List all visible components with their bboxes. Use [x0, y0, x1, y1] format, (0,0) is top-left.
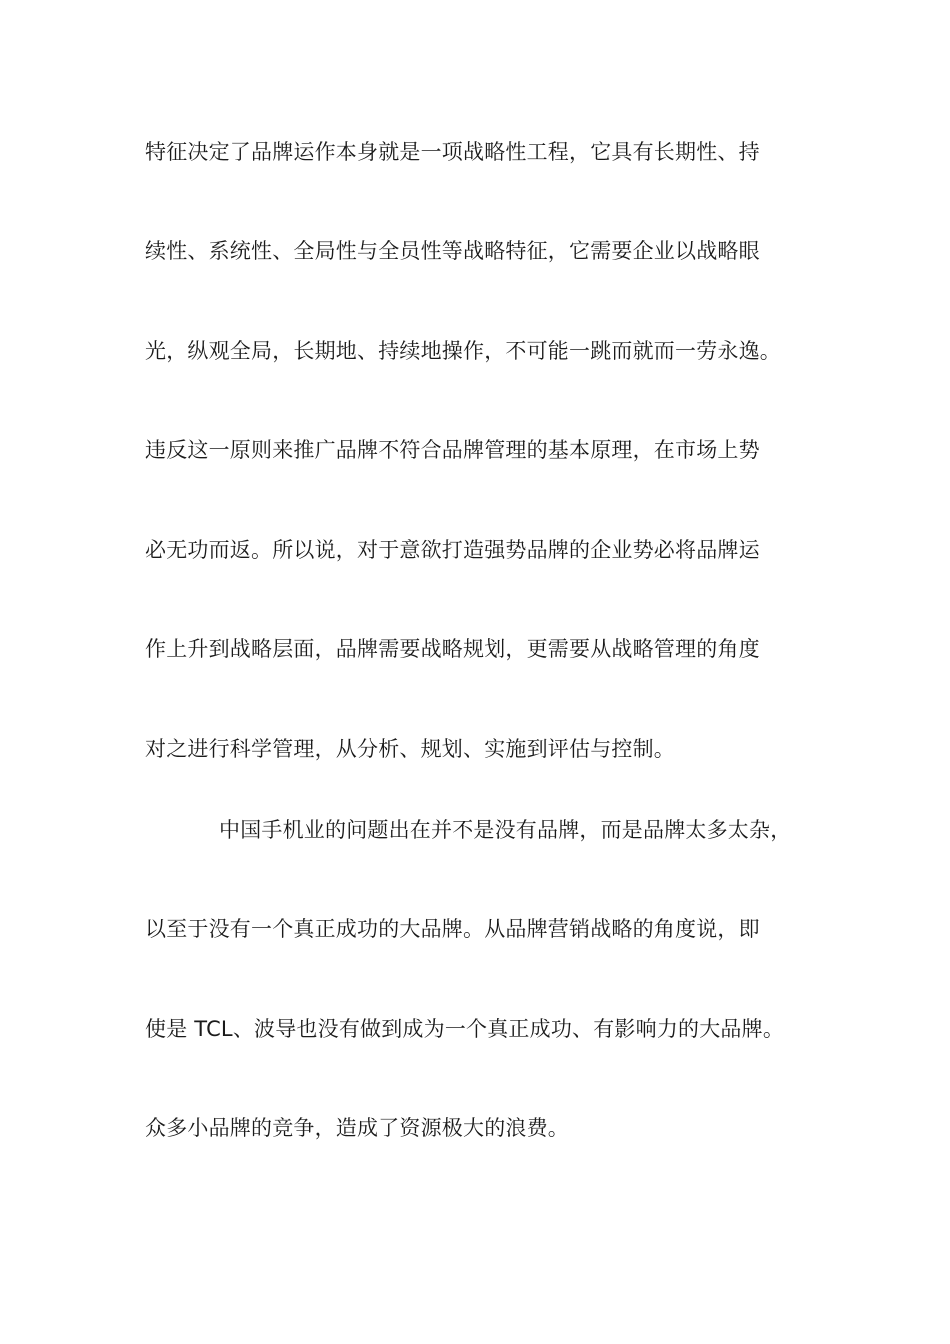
paragraph-2-line-4: 众多小品牌的竞争，造成了资源极大的浪费。	[145, 1116, 569, 1140]
paragraph-1-line-1: 特征决定了品牌运作本身就是一项战略性工程，它具有长期性、持	[145, 140, 760, 164]
paragraph-1-line-4: 违反这一原则来推广品牌不符合品牌管理的基本原理，在市场上势	[145, 438, 760, 462]
paragraph-2-line-1: 中国手机业的问题出在并不是没有品牌，而是品牌太多太杂，	[219, 818, 792, 842]
paragraph-1-line-5: 必无功而返。所以说，对于意欲打造强势品牌的企业势必将品牌运	[145, 538, 760, 562]
paragraph-2-line-2: 以至于没有一个真正成功的大品牌。从品牌营销战略的角度说，即	[145, 917, 760, 941]
paragraph-1-line-7: 对之进行科学管理，从分析、规划、实施到评估与控制。	[145, 737, 675, 761]
paragraph-1-line-3: 光，纵观全局，长期地、持续地操作，不可能一跳而就而一劳永逸。	[145, 339, 781, 363]
paragraph-1-line-2: 续性、系统性、全局性与全员性等战略特征，它需要企业以战略眼	[145, 239, 760, 263]
paragraph-1-line-6: 作上升到战略层面，品牌需要战略规划，更需要从战略管理的角度	[145, 637, 760, 661]
paragraph-2-line-3: 使是 TCL、波导也没有做到成为一个真正成功、有影响力的大品牌。	[145, 1017, 785, 1041]
